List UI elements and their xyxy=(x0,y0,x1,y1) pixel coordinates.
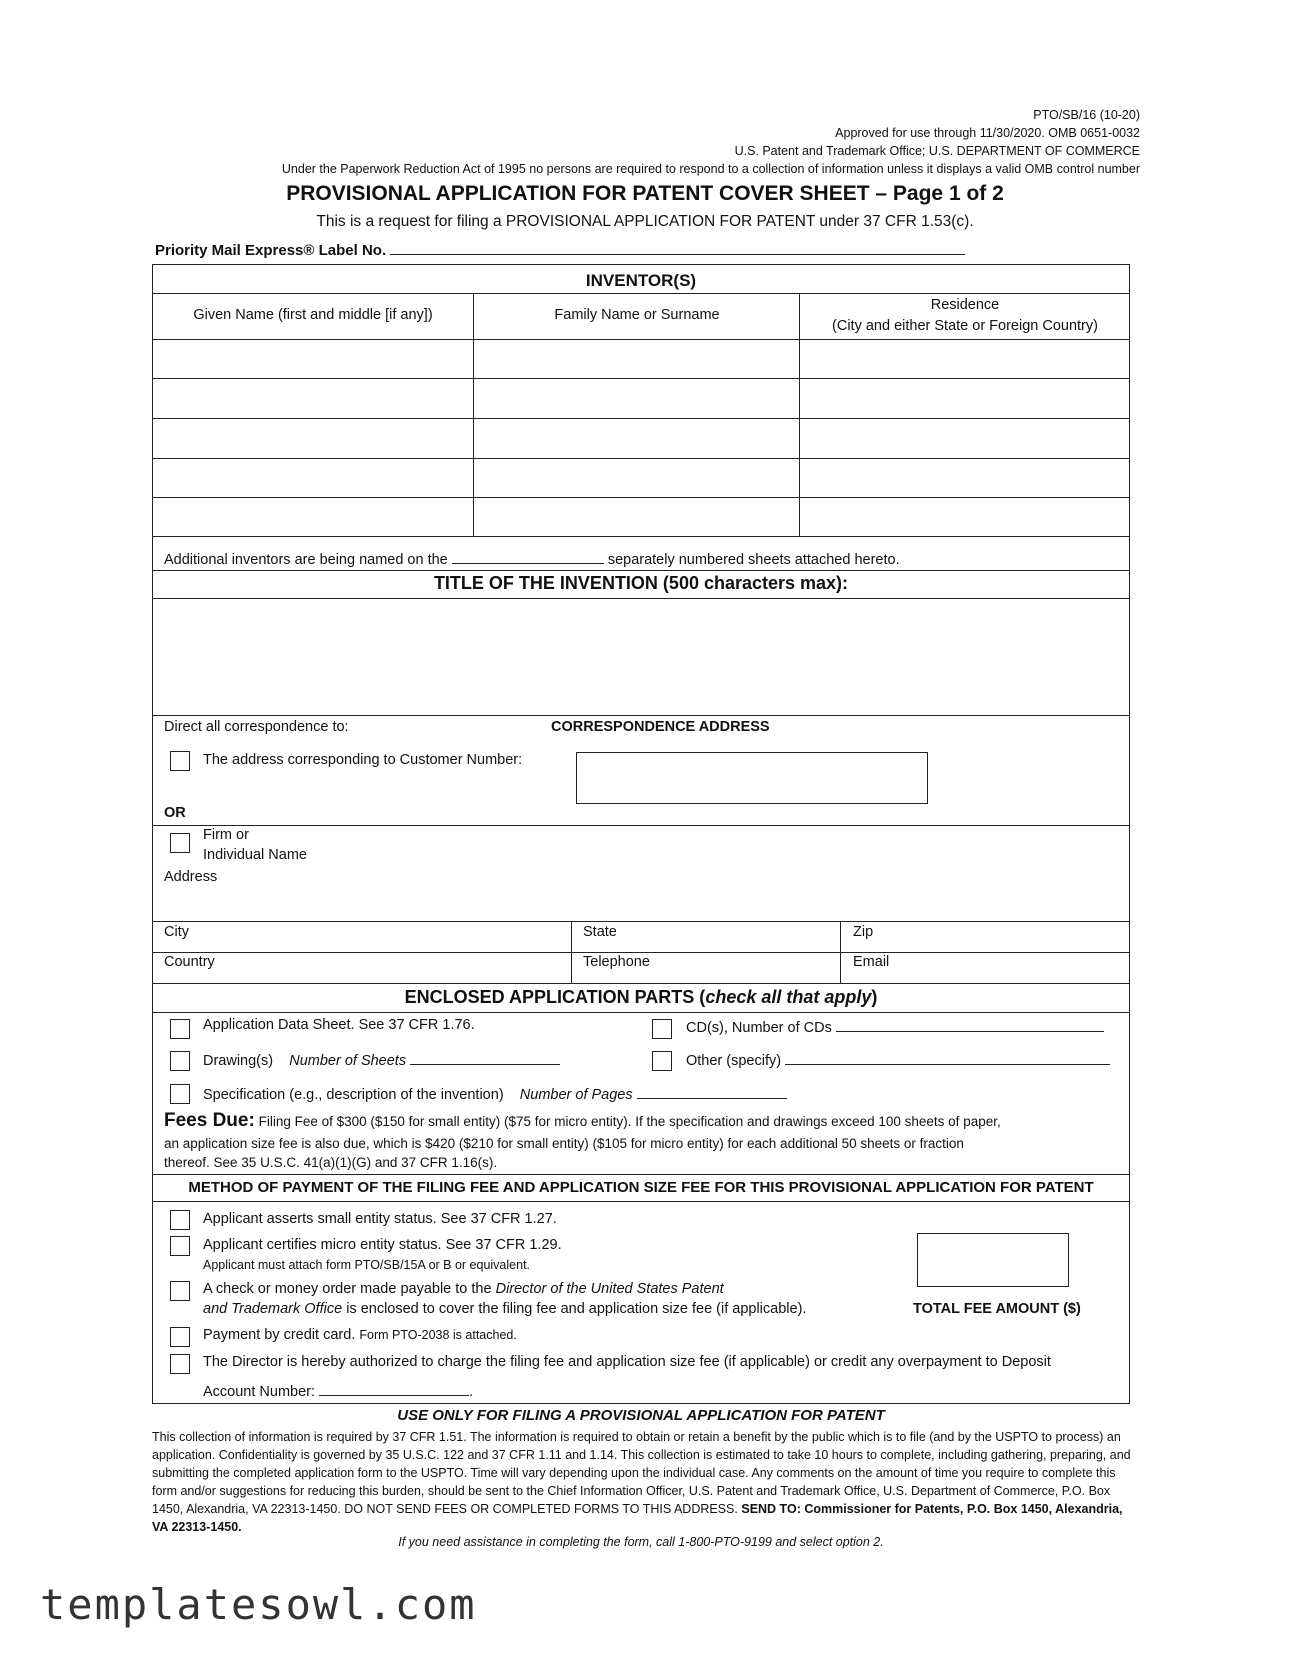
use-only-notice: USE ONLY FOR FILING A PROVISIONAL APPLICATION FOR PATENT xyxy=(397,1407,885,1424)
deposit-authorization: The Director is hereby authorized to charge the filing fee and application size fee (if applicable) or credit any overpayment to Deposit xyxy=(203,1354,1051,1370)
credit-card-checkbox[interactable] xyxy=(170,1327,190,1347)
invention-title-field[interactable] xyxy=(154,600,1128,714)
state-label: State xyxy=(583,924,617,940)
other-row: Other (specify) xyxy=(686,1050,1110,1069)
account-number-field[interactable] xyxy=(319,1381,469,1396)
specification-checkbox[interactable] xyxy=(170,1084,190,1104)
inventors-heading: INVENTOR(S) xyxy=(585,271,697,290)
customer-number-field[interactable] xyxy=(576,752,928,804)
direct-correspondence: Direct all correspondence to: xyxy=(164,719,349,735)
approval-text: Approved for use through 11/30/2020. OMB 0651-0032 xyxy=(835,126,1140,140)
priority-label-field[interactable] xyxy=(390,240,965,255)
page-title: PROVISIONAL APPLICATION FOR PATENT COVER SHEET – Page 1 of 2 xyxy=(286,182,1004,205)
inventor-row[interactable] xyxy=(154,341,1128,377)
page-subtitle: This is a request for filing a PROVISIONAL APPLICATION FOR PATENT under 37 CFR 1.53(c). xyxy=(316,213,974,230)
deposit-account-checkbox[interactable] xyxy=(170,1354,190,1374)
paperwork-notice: Under the Paperwork Reduction Act of 1995 no persons are required to respond to a collection of information unless it displays a valid OMB control number xyxy=(281,162,1140,176)
firm-name-checkbox[interactable] xyxy=(170,833,190,853)
address-label: Address xyxy=(164,869,218,885)
drawings-sheets-field[interactable] xyxy=(410,1050,560,1065)
small-entity-label: Applicant asserts small entity status. See 37 CFR 1.27. xyxy=(203,1211,557,1227)
fees-line-3: thereof. See 35 U.S.C. 41(a)(1)(G) and 37 CFR 1.16(s). xyxy=(164,1155,498,1170)
micro-entity-note: Applicant must attach form PTO/SB/15A or B or equivalent. xyxy=(203,1258,531,1272)
watermark: templatesowl.com xyxy=(40,1580,477,1629)
inventor-row[interactable] xyxy=(154,499,1128,535)
col-given-name: Given Name (first and middle [if any]) xyxy=(193,307,433,323)
email-label: Email xyxy=(853,954,890,970)
send-to: SEND TO: Commissioner for Patents, P.O. Box 1450, Alexandria, VA 22313-1450. xyxy=(152,1502,1123,1534)
city-label: City xyxy=(164,924,189,940)
form-number: PTO/SB/16 (10-20) xyxy=(1033,108,1140,122)
correspondence-heading: CORRESPONDENCE ADDRESS xyxy=(551,719,770,735)
telephone-label: Telephone xyxy=(583,954,650,970)
additional-sheets-field[interactable] xyxy=(452,549,604,564)
invention-title-heading: TITLE OF THE INVENTION (500 characters max): xyxy=(433,573,849,593)
inventor-row[interactable] xyxy=(154,380,1128,417)
drawings-row: Drawing(s) Number of Sheets xyxy=(203,1050,560,1069)
customer-number-checkbox[interactable] xyxy=(170,751,190,771)
cds-number-field[interactable] xyxy=(836,1017,1104,1032)
fees-line-1: Fees Due: Filing Fee of $300 ($150 for small entity) ($75 for micro entity). If the specification and drawings exceed 100 sheets of paper, xyxy=(164,1110,1001,1131)
credit-card-row: Payment by credit card. Form PTO-2038 is attached. xyxy=(203,1327,517,1343)
spec-pages-field[interactable] xyxy=(637,1084,787,1099)
or-label: OR xyxy=(164,805,186,821)
account-number-row: Account Number: . xyxy=(203,1381,473,1400)
total-fee-label: TOTAL FEE AMOUNT ($) xyxy=(913,1301,1081,1317)
col-residence-detail: (City and either State or Foreign Country) xyxy=(832,318,1098,334)
inventor-row[interactable] xyxy=(154,460,1128,496)
total-fee-field[interactable] xyxy=(917,1233,1069,1287)
check-payment-line-2: and Trademark Office is enclosed to cover the filing fee and application size fee (if applicable). xyxy=(203,1301,807,1317)
assistance-notice: If you need assistance in completing the form, call 1-800-PTO-9199 and select option 2. xyxy=(398,1535,884,1549)
cds-row: CD(s), Number of CDs xyxy=(686,1017,1104,1036)
zip-label: Zip xyxy=(853,924,874,940)
col-residence: Residence xyxy=(930,297,1000,313)
agency-text: U.S. Patent and Trademark Office; U.S. DEPARTMENT OF COMMERCE xyxy=(734,144,1140,158)
ads-label: Application Data Sheet. See 37 CFR 1.76. xyxy=(203,1017,475,1033)
check-payment-line-1: A check or money order made payable to the Director of the United States Patent xyxy=(203,1281,724,1297)
ads-checkbox[interactable] xyxy=(170,1019,190,1039)
burden-statement: This collection of information is required by 37 CFR 1.51. The information is required to obtain or retain a benefit by the public which is to file (and by the USPTO to process) an application. Confidentiality is governed by 35 U.S.C. 122 and 37 CFR 1.11 and 1.14. This collection is estimated to take 10 hours to complete, including gathering, preparing, and submitting the completed application form to the USPTO. Time will vary depending upon the individual case. Any comments on the amount of time you require to complete this form and/or suggestions for reducing this burden, should be sent to the Chief Information Officer, U.S. Patent and Trademark Office, U.S. Department of Commerce, P.O. Box 1450, Alexandria, VA 22313-1450. DO NOT SEND FEES OR COMPLETED FORMS TO THIS ADDRESS. SEND TO: Commissioner for Patents, P.O. Box 1450, Alexandria, VA 22313-1450. xyxy=(152,1430,1131,1534)
specification-row: Specification (e.g., description of the invention) Number of Pages xyxy=(203,1084,787,1103)
check-payment-checkbox[interactable] xyxy=(170,1281,190,1301)
small-entity-checkbox[interactable] xyxy=(170,1210,190,1230)
priority-mail-row xyxy=(155,240,965,259)
payment-heading: METHOD OF PAYMENT OF THE FILING FEE AND APPLICATION SIZE FEE FOR THIS PROVISIONAL APPLICATION FOR PATENT xyxy=(188,1179,1094,1196)
inventor-row[interactable] xyxy=(154,420,1128,457)
other-checkbox[interactable] xyxy=(652,1051,672,1071)
drawings-checkbox[interactable] xyxy=(170,1051,190,1071)
address-field[interactable] xyxy=(240,868,1120,920)
firm-label: Firm or xyxy=(203,827,249,843)
additional-inventors: Additional inventors are being named on the separately numbered sheets attached hereto. xyxy=(164,549,900,568)
form-header xyxy=(282,106,1140,178)
fees-line-2: an application size fee is also due, which is $420 ($210 for small entity) ($105 for micro entity) for each additional 50 sheets or fraction xyxy=(164,1136,964,1151)
fees-due-label: Fees Due: xyxy=(164,1110,255,1131)
micro-entity-checkbox[interactable] xyxy=(170,1236,190,1256)
country-label: Country xyxy=(164,954,215,970)
micro-entity-label: Applicant certifies micro entity status. See 37 CFR 1.29. xyxy=(203,1237,562,1253)
individual-name-label: Individual Name xyxy=(203,847,307,863)
priority-label: Priority Mail Express® Label No. xyxy=(155,242,387,259)
other-specify-field[interactable] xyxy=(785,1050,1110,1065)
col-family-name: Family Name or Surname xyxy=(554,307,720,323)
cds-checkbox[interactable] xyxy=(652,1019,672,1039)
customer-number-label: The address corresponding to Customer Number: xyxy=(203,752,523,768)
enclosed-heading: ENCLOSED APPLICATION PARTS (check all that apply) xyxy=(404,987,878,1007)
